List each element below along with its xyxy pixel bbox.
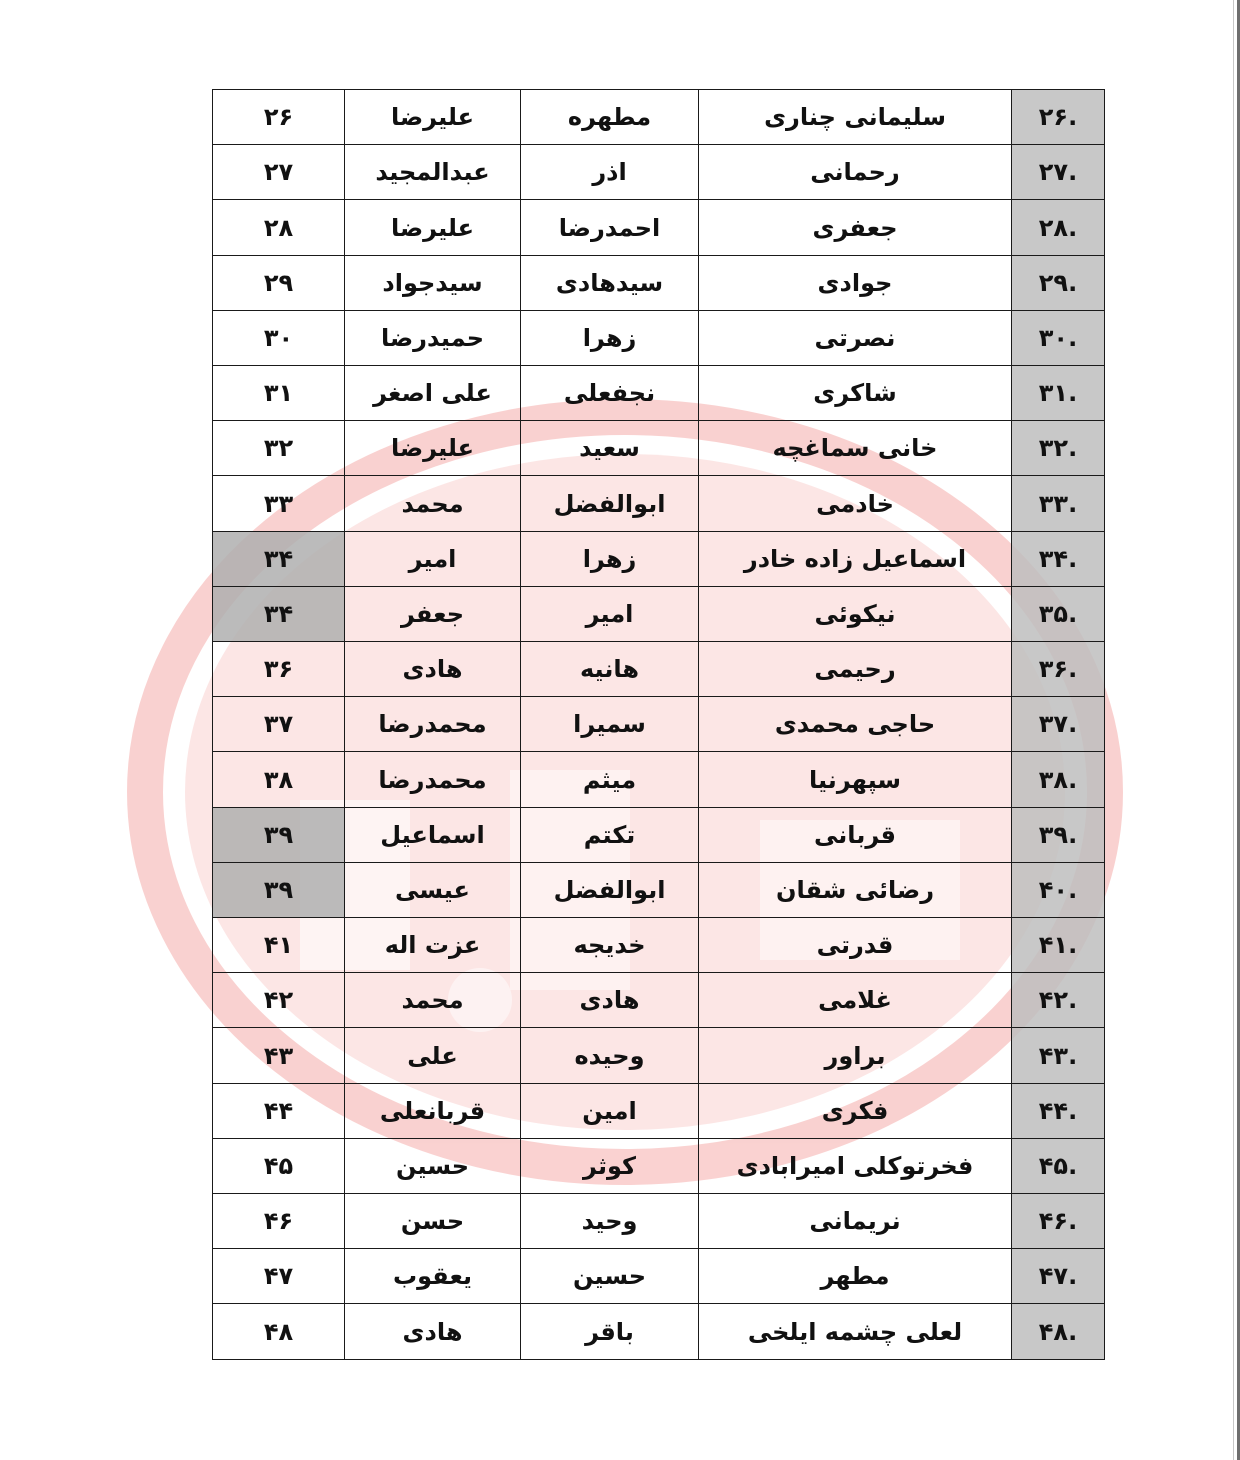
rank-cell: ۳۸ [213, 752, 345, 807]
rank-cell: ۴۱ [213, 918, 345, 973]
father-name-cell: هادی [345, 642, 521, 697]
row-number-cell: .۲۹ [1012, 255, 1105, 310]
rank-cell: ۳۳ [213, 476, 345, 531]
table-row [213, 1304, 1105, 1360]
first-name-cell: وحید [521, 1194, 699, 1249]
row-number-cell: .۴۲ [1012, 973, 1105, 1028]
last-name-cell: رضائی شقان [699, 862, 1012, 917]
rank-cell: ۳۹ [213, 807, 345, 862]
rank-cell: ۳۴ [213, 586, 345, 641]
father-name-cell: عبدالمجید [345, 145, 521, 200]
last-name-cell: فخرتوکلی امیرابادی [699, 1138, 1012, 1193]
first-name-cell: حسین [521, 1249, 699, 1304]
table-row [213, 421, 1105, 476]
first-name-cell: امیر [521, 586, 699, 641]
rank-cell: ۴۸ [213, 1304, 345, 1360]
row-number-cell: .۴۳ [1012, 1028, 1105, 1083]
rank-cell: ۳۶ [213, 642, 345, 697]
table-row [213, 586, 1105, 641]
first-name-cell: سعید [521, 421, 699, 476]
rank-cell: ۳۹ [213, 862, 345, 917]
last-name-cell: غلامی [699, 973, 1012, 1028]
table-row [213, 531, 1105, 586]
rank-cell: ۴۴ [213, 1083, 345, 1138]
first-name-cell: ابوالفضل [521, 862, 699, 917]
father-name-cell: عزت اله [345, 918, 521, 973]
father-name-cell: حسن [345, 1194, 521, 1249]
table-row [213, 255, 1105, 310]
last-name-cell: قربانی [699, 807, 1012, 862]
father-name-cell: علی [345, 1028, 521, 1083]
father-name-cell: علیرضا [345, 90, 521, 145]
first-name-cell: هانیه [521, 642, 699, 697]
first-name-cell: زهرا [521, 310, 699, 365]
last-name-cell: خانی سماغچه [699, 421, 1012, 476]
row-number-cell: .۳۷ [1012, 697, 1105, 752]
row-number-cell: .۲۶ [1012, 90, 1105, 145]
last-name-cell: اسماعیل زاده خادر [699, 531, 1012, 586]
table-row [213, 90, 1105, 145]
first-name-cell: امین [521, 1083, 699, 1138]
row-number-cell: .۳۰ [1012, 310, 1105, 365]
ranking-table [212, 89, 1105, 1360]
table-row [213, 642, 1105, 697]
table-row [213, 918, 1105, 973]
father-name-cell: علی اصغر [345, 366, 521, 421]
table-row [213, 973, 1105, 1028]
table-row [213, 1138, 1105, 1193]
father-name-cell: اسماعیل [345, 807, 521, 862]
table-row [213, 366, 1105, 421]
first-name-cell: تکتم [521, 807, 699, 862]
row-number-cell: .۴۱ [1012, 918, 1105, 973]
first-name-cell: سیدهادی [521, 255, 699, 310]
father-name-cell: محمدرضا [345, 697, 521, 752]
first-name-cell: باقر [521, 1304, 699, 1360]
last-name-cell: سلیمانی چناری [699, 90, 1012, 145]
last-name-cell: نصرتی [699, 310, 1012, 365]
last-name-cell: سپهرنیا [699, 752, 1012, 807]
last-name-cell: رحمانی [699, 145, 1012, 200]
father-name-cell: محمد [345, 973, 521, 1028]
last-name-cell: حاجی محمدی [699, 697, 1012, 752]
ranking-table-body [213, 90, 1105, 1360]
row-number-cell: .۳۴ [1012, 531, 1105, 586]
row-number-cell: .۴۷ [1012, 1249, 1105, 1304]
first-name-cell: کوثر [521, 1138, 699, 1193]
first-name-cell: نجفعلی [521, 366, 699, 421]
father-name-cell: امیر [345, 531, 521, 586]
row-number-cell: .۴۴ [1012, 1083, 1105, 1138]
table-row [213, 1194, 1105, 1249]
row-number-cell: .۳۲ [1012, 421, 1105, 476]
row-number-cell: .۴۶ [1012, 1194, 1105, 1249]
row-number-cell: .۳۱ [1012, 366, 1105, 421]
table-row [213, 1249, 1105, 1304]
row-number-cell: .۲۷ [1012, 145, 1105, 200]
rank-cell: ۴۷ [213, 1249, 345, 1304]
father-name-cell: سیدجواد [345, 255, 521, 310]
table-row [213, 200, 1105, 255]
last-name-cell: نیکوئی [699, 586, 1012, 641]
father-name-cell: هادی [345, 1304, 521, 1360]
rank-cell: ۲۸ [213, 200, 345, 255]
rank-cell: ۳۴ [213, 531, 345, 586]
last-name-cell: رحیمی [699, 642, 1012, 697]
father-name-cell: عیسی [345, 862, 521, 917]
father-name-cell: یعقوب [345, 1249, 521, 1304]
rank-cell: ۴۶ [213, 1194, 345, 1249]
rank-cell: ۳۷ [213, 697, 345, 752]
first-name-cell: مطهره [521, 90, 699, 145]
first-name-cell: وحیده [521, 1028, 699, 1083]
rank-cell: ۲۹ [213, 255, 345, 310]
rank-cell: ۲۷ [213, 145, 345, 200]
row-number-cell: .۳۸ [1012, 752, 1105, 807]
table-row [213, 145, 1105, 200]
rank-cell: ۳۱ [213, 366, 345, 421]
father-name-cell: جعفر [345, 586, 521, 641]
table-row [213, 310, 1105, 365]
rank-cell: ۲۶ [213, 90, 345, 145]
last-name-cell: براور [699, 1028, 1012, 1083]
row-number-cell: .۴۸ [1012, 1304, 1105, 1360]
first-name-cell: احمدرضا [521, 200, 699, 255]
table-row [213, 862, 1105, 917]
first-name-cell: هادی [521, 973, 699, 1028]
first-name-cell: ابوالفضل [521, 476, 699, 531]
last-name-cell: جعفری [699, 200, 1012, 255]
father-name-cell: محمدرضا [345, 752, 521, 807]
row-number-cell: .۲۸ [1012, 200, 1105, 255]
father-name-cell: علیرضا [345, 421, 521, 476]
row-number-cell: .۴۰ [1012, 862, 1105, 917]
last-name-cell: نریمانی [699, 1194, 1012, 1249]
table-row [213, 752, 1105, 807]
father-name-cell: حسین [345, 1138, 521, 1193]
table-row [213, 1028, 1105, 1083]
rank-cell: ۳۰ [213, 310, 345, 365]
table-row [213, 1083, 1105, 1138]
first-name-cell: سمیرا [521, 697, 699, 752]
first-name-cell: زهرا [521, 531, 699, 586]
rank-cell: ۴۵ [213, 1138, 345, 1193]
rank-cell: ۳۲ [213, 421, 345, 476]
table-row [213, 697, 1105, 752]
father-name-cell: علیرضا [345, 200, 521, 255]
first-name-cell: اذر [521, 145, 699, 200]
page-edge-line [1233, 0, 1234, 1460]
rank-cell: ۴۳ [213, 1028, 345, 1083]
rank-cell: ۴۲ [213, 973, 345, 1028]
father-name-cell: حمیدرضا [345, 310, 521, 365]
table-row [213, 476, 1105, 531]
row-number-cell: .۳۹ [1012, 807, 1105, 862]
last-name-cell: شاکری [699, 366, 1012, 421]
table-row [213, 807, 1105, 862]
father-name-cell: محمد [345, 476, 521, 531]
row-number-cell: .۳۶ [1012, 642, 1105, 697]
last-name-cell: قدرتی [699, 918, 1012, 973]
last-name-cell: لعلی چشمه ایلخی [699, 1304, 1012, 1360]
first-name-cell: خدیجه [521, 918, 699, 973]
row-number-cell: .۴۵ [1012, 1138, 1105, 1193]
father-name-cell: قربانعلی [345, 1083, 521, 1138]
row-number-cell: .۳۵ [1012, 586, 1105, 641]
last-name-cell: خادمی [699, 476, 1012, 531]
last-name-cell: فکری [699, 1083, 1012, 1138]
row-number-cell: .۳۳ [1012, 476, 1105, 531]
last-name-cell: جوادی [699, 255, 1012, 310]
first-name-cell: میثم [521, 752, 699, 807]
last-name-cell: مطهر [699, 1249, 1012, 1304]
